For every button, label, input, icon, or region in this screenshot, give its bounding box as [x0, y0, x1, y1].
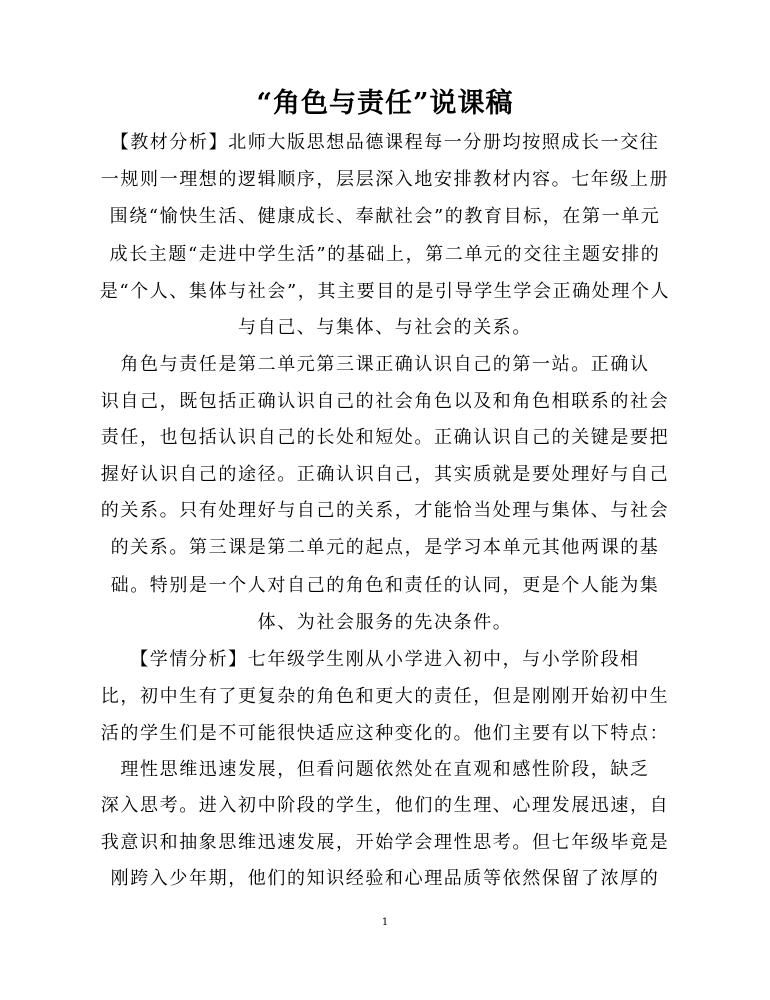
body-line: 围绕“愉快生活、健康成长、奉献社会”的教育目标，在第一单元: [109, 206, 661, 227]
page-number: 1: [381, 917, 389, 928]
body-line: 础。特别是一个人对自己的角色和责任的认同，更是个人能为集: [110, 575, 660, 596]
body-line: 的关系。只有处理好与自己的关系，才能恰当处理与集体、与社会: [100, 500, 670, 521]
body-line: 成长主题“走进中学生活”的基础上，第二单元的交往主题安排的: [109, 244, 661, 265]
body-line: 体、为社会服务的先决条件。: [257, 612, 513, 633]
body-line: 角色与责任是第二单元第三课正确认识自己的第一站。正确认: [120, 354, 650, 375]
body-line: 是“个人、集体与社会”，其主要目的是引导学生学会正确处理个人: [99, 281, 671, 302]
document-title: “角色与责任”说课稿: [256, 88, 514, 119]
body-line: 【教材分析】北师大版思想品德课程每一分册均按照成长一交往: [110, 132, 660, 153]
body-line: 我意识和抽象思维迅速发展，开始学会理性思考。但七年级毕竟是: [100, 832, 670, 853]
body-line: 比，初中生有了更复杂的角色和更大的责任，但是刚刚开始初中生: [100, 686, 670, 707]
body-line: 一规则一理想的逻辑顺序，层层深入地安排教材内容。七年级上册: [100, 169, 670, 190]
body-line: 理性思维迅速发展，但看问题依然处在直观和感性阶段，缺乏: [120, 759, 650, 780]
body-line: 与自己、与集体、与社会的关系。: [238, 317, 532, 338]
body-line: 责任，也包括认识自己的长处和短处。正确认识自己的关键是要把: [100, 427, 670, 448]
body-line: 活的学生们是不可能很快适应这种变化的。他们主要有以下特点：: [100, 723, 670, 744]
body-line: 深入思考。进入初中阶段的学生，他们的生理、心理发展迅速，自: [100, 795, 670, 816]
body-line: 握好认识自己的途径。正确认识自己，其实质就是要处理好与自己: [100, 464, 670, 485]
body-line: 的关系。第三课是第二单元的起点，是学习本单元其他两课的基: [110, 537, 660, 558]
body-line: 【学情分析】七年级学生刚从小学进入初中，与小学阶段相: [130, 649, 640, 670]
body-line: 刚跨入少年期，他们的知识经验和心理品质等依然保留了浓厚的: [110, 868, 660, 889]
body-line: 识自己，既包括正确认识自己的社会角色以及和角色相联系的社会: [100, 391, 670, 412]
